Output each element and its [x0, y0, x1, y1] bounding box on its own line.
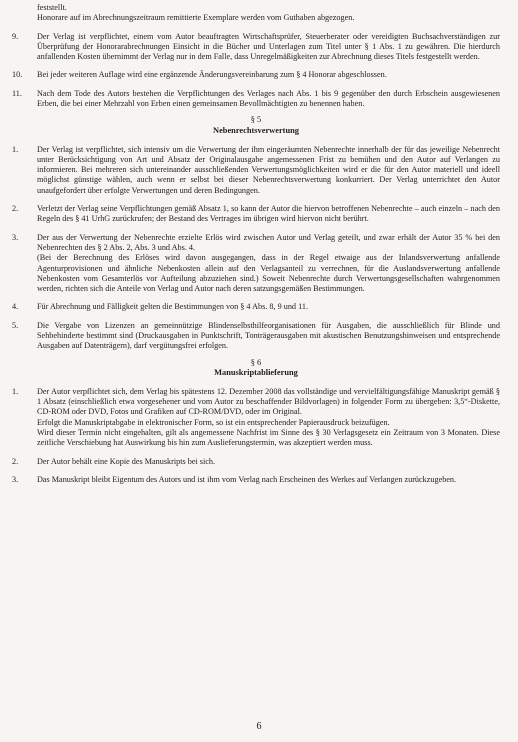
- intro-block: [12, 3, 500, 24]
- clause-item: [12, 302, 500, 312]
- section-title: Manuskriptablieferung: [214, 368, 298, 378]
- clause-number: 1.: [12, 386, 19, 396]
- clause-item: [12, 204, 500, 225]
- clause-item: [12, 387, 500, 449]
- clause-number: 4.: [12, 302, 19, 312]
- clause-text: Für Abrechnung und Fälligkeit gelten die Bestimmungen von § 4 Abs. 8, 9 und 11.: [37, 302, 308, 312]
- clause-item: [12, 475, 500, 485]
- clause-text: Nach dem Tode des Autors bestehen die Verpflichtungen des Verlages nach Abs. 1 bis 9 gegenüber den durch Erbschein ausgewiesenen Erben, die bei einer Mehrzahl von Erben einen gemeinsamen Bevollmächtigten zu benennen haben.: [37, 88, 500, 109]
- clause-text: Der Verlag ist verpflichtet, sich intensiv um die Verwertung der ihm eingeräumten Nebenrechte innerhalb der für das jeweilige Nebenrecht unter Berücksichtigung von Art und Absatz der Originalausgabe angemessenen Frist zu bemühen und den Autor auf Verlangen zu informieren. Bei mehreren sich untereinander ausschließenden Verwertungsmöglichkeiten wird er die für den Autor materiell und ideell möglichst günstige wählen, auch wenn er selbst bei dieser Nebenrechtsverwertung konkurriert. Der Verlag unterrichtet den Autor unaufgefordert über erfolgte Verwertungen und deren Bedingungen.: [37, 144, 500, 195]
- clause-text: (Bei der Berechnung des Erlöses wird davon ausgegangen, dass in der Regel etwaige aus der Inlandsverwertung anfallende Agenturprovisionen und ähnliche Nebenkosten allein auf den Verlagsanteil zu verrechnen, für die Auslandsverwertung anfallende Nebenkosten vom Gesamterlös vor Aufteilung abzuziehen sind.) Soweit Nebenrechte durch Verwertungsgesellschaften wahrgenommen werden, richten sich die Anteile von Verlag und Autor nach deren satzungsgemäßen Bestimmungen.: [37, 253, 500, 294]
- intro-line: Honorare auf im Abrechnungszeitraum remittierte Exemplare werden vom Guthaben abgezogen.: [37, 13, 355, 23]
- section-paragraph-number: § 5: [250, 115, 262, 125]
- clause-text: Der Autor verpflichtet sich, dem Verlag bis spätestens 12. Dezember 2008 das vollständige und vervielfältigungsfähige Manuskript gemäß § 1 Absatz (einschließlich etwa vorgesehener und vom Autor zu beschaffender Bildvorlagen) in folgender Form zu übergeben: 3,5“-Diskette, CD-ROM oder DVD, Fotos und Grafiken auf CD-ROM/DVD, oder im Original.: [37, 386, 500, 417]
- clause-text: Das Manuskript bleibt Eigentum des Autors und ist ihm vom Verlag nach Erscheinen des Werkes auf Verlangen zurückzugeben.: [37, 474, 457, 484]
- page-number: 6: [256, 721, 262, 732]
- clause-item: [12, 32, 500, 63]
- clause-text: Wird dieser Termin nicht eingehalten, gilt als angemessene Nachfrist im Sinne des § 30 Verlagsgesetz ein Zeitraum von 3 Monaten. Diese zeitliche Verschiebung hat Auswirkung bis hin zum Auslieferungstermin, was akzeptiert werden muss.: [37, 427, 500, 448]
- section-paragraph-number: § 6: [250, 357, 262, 367]
- clause-item: [12, 145, 500, 196]
- clause-text: Die Vergabe von Lizenzen an gemeinnützige Blindenselbsthilfeorganisationen für Ausgaben, die ausschließlich für Blinde und Sehbehinderte bestimmt sind (Druckausgaben in Punktschrift, Tonträgerausgaben mit akustischen Benutzungshinweisen und entsprechende Ausgaben auf Datenträgern), darf vergütungsfrei erfolgen.: [37, 320, 500, 351]
- clause-item: [12, 233, 500, 295]
- clause-number: 10.: [12, 70, 23, 80]
- clause-item: [12, 89, 500, 110]
- clause-number: 3.: [12, 232, 19, 242]
- clause-number: 9.: [12, 31, 19, 41]
- section-title: Nebenrechtsverwertung: [213, 125, 299, 135]
- clause-text: Bei jeder weiteren Auflage wird eine ergänzende Änderungsvereinbarung zum § 4 Honorar abgeschlossen.: [37, 70, 387, 80]
- clause-number: 3.: [12, 474, 19, 484]
- clause-text: Erfolgt die Manuskriptabgabe in elektronischer Form, so ist ein entsprechender Papierausdruck beizufügen.: [37, 417, 390, 427]
- clause-number: 1.: [12, 144, 19, 154]
- intro-line: feststellt.: [37, 3, 67, 12]
- clause-item: [12, 70, 500, 80]
- clause-number: 5.: [12, 320, 19, 330]
- clause-number: 11.: [12, 88, 22, 98]
- clause-text: Der Verlag ist verpflichtet, einem vom Autor beauftragten Wirtschaftsprüfer, Steuerberater oder vereidigten Buchsachverständigen zur Überprüfung der Honorarabrechnungen Einsicht in die Bücher und Unterlagen zum Titel unter § 1 Abs. 1 zu gewähren. Die hierdurch anfallenden Kosten übernimmt der Verlag nur in dem Falle, dass Unregelmäßigkeiten zur Abrechnung dieses Titels festgestellt werden.: [37, 31, 500, 62]
- clause-number: 2.: [12, 204, 19, 214]
- clause-number: 2.: [12, 456, 19, 466]
- clause-text: Der Autor behält eine Kopie des Manuskripts bei sich.: [37, 456, 216, 466]
- section-heading: [12, 358, 500, 379]
- clause-text: Der aus der Verwertung der Nebenrechte erzielte Erlös wird zwischen Autor und Verlag geteilt, und zwar erhält der Autor 35 % bei den Nebenrechten des § 2 Abs. 2, Abs. 3 und Abs. 4.: [37, 232, 500, 252]
- clause-text: Verletzt der Verlag seine Verpflichtungen gemäß Absatz 1, so kann der Autor die hiervon betroffenen Nebenrechte – auch einzeln – nach den Regeln des § 41 UrhG zurückrufen; der Bestand des Vertrages im übrigen wird hiervon nicht berührt.: [37, 204, 500, 224]
- clause-item: [12, 457, 500, 467]
- section-heading: [12, 115, 500, 136]
- clause-item: [12, 321, 500, 352]
